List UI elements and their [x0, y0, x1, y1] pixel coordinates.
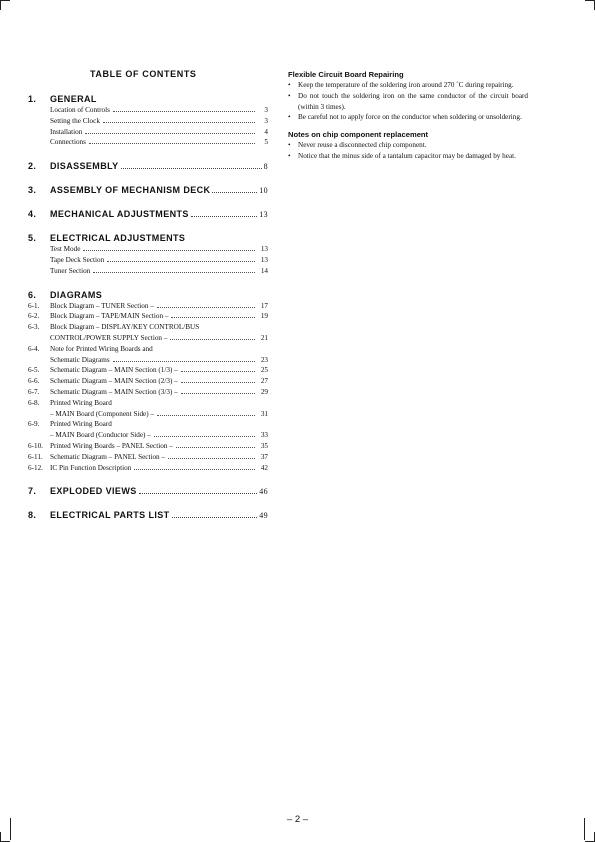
toc-item-number: 6-4. — [28, 344, 40, 353]
toc-leader-dots — [103, 121, 255, 123]
toc-item-title: Installation — [50, 127, 83, 136]
toc-item-page: 23 — [260, 355, 268, 364]
toc-item — [28, 244, 268, 255]
toc-item-page: 21 — [260, 333, 268, 342]
toc-section-heading — [28, 509, 268, 521]
toc-item — [28, 452, 268, 463]
toc-item-number: 6-6. — [28, 377, 40, 386]
bullet-item — [288, 91, 528, 113]
toc-leader-dots — [157, 306, 255, 308]
toc-leader-dots — [134, 468, 255, 470]
toc-leader-dots — [113, 110, 255, 112]
toc-item — [28, 419, 268, 430]
toc-section-number: 5. — [28, 233, 37, 244]
toc-item-title: Printed Wiring Board — [50, 398, 112, 407]
toc-page-number: 46 — [259, 487, 268, 497]
toc-section-title: ELECTRICAL PARTS LIST — [50, 510, 170, 521]
toc-item-title: Tape Deck Section — [50, 255, 105, 264]
bullet-item — [288, 151, 528, 162]
toc-item-page: 5 — [264, 138, 268, 147]
bullet-marker: • — [288, 113, 291, 122]
toc-leader-dots — [168, 457, 255, 459]
toc-section-number: 8. — [28, 510, 37, 521]
toc-leader-dots — [156, 350, 255, 351]
toc-item — [28, 430, 268, 441]
toc-item-title: Schematic Diagram – MAIN Section (3/3) – — [50, 387, 178, 396]
toc-item — [28, 301, 268, 312]
toc-item-page: 14 — [260, 266, 268, 275]
toc-leader-dots — [176, 446, 255, 448]
toc-item-title: – MAIN Board (Conductor Side) – — [50, 431, 151, 440]
toc-section-heading — [28, 208, 268, 220]
toc-item-title: Location of Controls — [50, 106, 110, 114]
toc-leader-dots — [172, 516, 258, 518]
toc-section — [28, 289, 268, 474]
toc-item-title: Block Diagram – TAPE/MAIN Section – — [50, 312, 169, 321]
toc-section — [28, 160, 268, 172]
toc-item — [28, 255, 268, 266]
chip-replacement-heading: Notes on chip component replacement — [288, 130, 429, 140]
toc-leader-dots — [170, 338, 255, 340]
page-number: – 2 – — [286, 814, 309, 825]
toc-leader-dots — [113, 360, 255, 362]
toc-leader-dots — [107, 260, 255, 262]
toc-item-page: 13 — [260, 255, 268, 264]
toc-section — [28, 184, 268, 196]
crop-mark — [585, 0, 595, 1]
bullet-text: Keep the temperature of the soldering iron around 270 ˚C during repairing. — [298, 81, 514, 89]
toc-leader-dots — [93, 271, 255, 273]
toc-item-number: 6-5. — [28, 366, 40, 375]
bullet-marker: • — [288, 81, 291, 89]
bullet-text: Notice that the minus side of a tantalum capacitor may be damaged by heat. — [298, 151, 516, 160]
toc-leader-dots — [83, 249, 255, 251]
toc-section-title: DISASSEMBLY — [50, 161, 119, 172]
toc-item-title: IC Pin Function Description — [50, 463, 132, 472]
toc-item-page: 33 — [260, 431, 268, 440]
bullet-item — [288, 140, 528, 151]
toc-item — [28, 344, 268, 355]
toc-item-title: – MAIN Board (Component Side) – — [50, 409, 155, 418]
toc-item-title: Schematic Diagram – MAIN Section (2/3) – — [50, 377, 178, 386]
toc-item-page: 13 — [260, 245, 268, 254]
bullet-marker: • — [288, 91, 291, 100]
toc-section-heading — [28, 485, 268, 497]
toc-item-page: 3 — [264, 106, 268, 114]
toc-section-number: 6. — [28, 289, 37, 300]
toc-item — [28, 322, 268, 333]
toc-leader-dots — [115, 404, 255, 405]
toc-item-title: Block Diagram – DISPLAY/KEY CONTROL/BUS — [50, 323, 200, 332]
toc-item — [28, 105, 268, 116]
toc-section-number: 4. — [28, 209, 37, 220]
flexible-board-list — [288, 80, 528, 123]
toc-item-number: 6-7. — [28, 387, 40, 396]
flexible-board-heading: Flexible Circuit Board Repairing — [288, 70, 404, 79]
bullet-marker: • — [288, 151, 291, 160]
toc-item-title: Tuner Section — [50, 266, 91, 275]
toc-item-title: Setting the Clock — [50, 116, 100, 125]
toc-item-number: 6-2. — [28, 312, 40, 321]
toc-item-title: Schematic Diagram – PANEL Section – — [50, 452, 166, 461]
toc-section-title: EXPLODED VIEWS — [50, 486, 137, 497]
toc-item — [28, 376, 268, 387]
toc-section-title: GENERAL — [50, 94, 97, 104]
toc-leader-dots — [191, 215, 257, 217]
toc-item — [28, 463, 268, 474]
bullet-text: Be careful not to apply force on the conductor when soldering or unsoldering. — [298, 113, 522, 122]
toc-item — [28, 127, 268, 138]
toc-item-page: 17 — [260, 301, 268, 310]
toc-item — [28, 409, 268, 420]
repair-notes — [288, 69, 528, 162]
toc-section-heading — [28, 289, 268, 301]
toc-item-title: Connections — [50, 138, 86, 147]
toc-leader-dots — [139, 492, 258, 494]
bullet-marker: • — [288, 141, 291, 150]
toc-item-title: Schematic Diagram – MAIN Section (1/3) – — [50, 366, 178, 375]
toc-item-page: 19 — [260, 312, 268, 321]
toc-section-number: 2. — [28, 161, 37, 172]
toc-leader-dots — [154, 435, 255, 437]
toc-item-page: 3 — [264, 116, 268, 125]
toc-item — [28, 116, 268, 127]
toc-section-title: MECHANICAL ADJUSTMENTS — [50, 209, 189, 220]
toc-item-title: Test Mode — [50, 245, 81, 254]
toc-section-number: 3. — [28, 185, 37, 196]
toc-item-page: 31 — [260, 409, 268, 418]
toc-item — [28, 365, 268, 376]
toc-section-number: 1. — [28, 94, 37, 104]
toc-item-number: 6-9. — [28, 420, 40, 429]
toc-item-number: 6-3. — [28, 323, 40, 332]
toc-leader-dots — [115, 425, 255, 426]
toc-section-title: ASSEMBLY OF MECHANISM DECK — [50, 185, 211, 196]
toc-item-number: 6-10. — [28, 441, 43, 450]
toc-section — [28, 208, 268, 220]
toc-title: TABLE OF CONTENTS — [90, 69, 197, 79]
chip-replacement-list — [288, 140, 528, 162]
toc-section — [28, 232, 268, 276]
bullet-item — [288, 80, 528, 91]
toc-leader-dots — [212, 191, 257, 193]
toc-item-number: 6-12. — [28, 463, 43, 472]
toc-leader-dots — [202, 328, 255, 329]
toc-item-number: 6-1. — [28, 301, 40, 310]
crop-mark — [0, 0, 10, 1]
toc-leader-dots — [181, 381, 255, 383]
toc-item-number: 6-8. — [28, 398, 40, 407]
toc-item-list — [28, 105, 268, 148]
toc-page-number: 8 — [263, 162, 268, 172]
toc-item — [28, 137, 268, 148]
toc-section-heading — [28, 184, 268, 196]
toc-item-page: 37 — [260, 452, 268, 461]
crop-mark — [0, 0, 1, 10]
toc-section — [28, 485, 268, 497]
toc-section-heading — [28, 160, 268, 172]
toc-leader-dots — [121, 167, 262, 169]
toc-item-title: Printed Wiring Board — [50, 420, 112, 429]
toc-page-number: 13 — [259, 210, 268, 220]
toc-item-title: Printed Wiring Boards – PANEL Section – — [50, 441, 173, 450]
toc-item-title: Block Diagram – TUNER Section – — [50, 301, 154, 310]
toc-item-page: 42 — [260, 463, 268, 472]
toc-section-heading — [28, 93, 268, 105]
toc-item — [28, 441, 268, 452]
toc-item-page: 35 — [260, 441, 268, 450]
toc-item-list — [28, 244, 268, 276]
toc-leader-dots — [85, 132, 255, 134]
toc-item-title: Schematic Diagrams — [50, 355, 110, 364]
toc-item — [28, 398, 268, 409]
toc-item — [28, 333, 268, 344]
toc-leader-dots — [89, 142, 255, 144]
toc-item-number: 6-11. — [28, 452, 43, 461]
toc-item-list — [28, 301, 268, 474]
toc-item — [28, 355, 268, 366]
toc-section-heading — [28, 232, 268, 244]
bullet-text: Do not touch the soldering iron on the same conductor of the circuit board (within 3 times). — [298, 91, 528, 111]
toc-item — [28, 387, 268, 398]
toc-item-page: 4 — [264, 127, 268, 136]
table-of-contents — [28, 93, 268, 533]
toc-leader-dots — [181, 370, 255, 372]
toc-section-title: DIAGRAMS — [50, 289, 103, 300]
toc-item — [28, 266, 268, 277]
toc-item-page: 27 — [260, 377, 268, 386]
toc-leader-dots — [171, 316, 255, 318]
toc-page-number: 10 — [259, 186, 268, 196]
toc-section — [28, 93, 268, 148]
toc-item-page: 29 — [260, 387, 268, 396]
toc-item — [28, 311, 268, 322]
toc-item-title: Note for Printed Wiring Boards and — [50, 344, 153, 353]
bullet-item — [288, 112, 528, 123]
toc-item-title: CONTROL/POWER SUPPLY Section – — [50, 333, 168, 342]
toc-page-number: 49 — [259, 511, 268, 521]
toc-section — [28, 509, 268, 521]
toc-leader-dots — [181, 392, 255, 394]
toc-section-title: ELECTRICAL ADJUSTMENTS — [50, 233, 186, 244]
bullet-text: Never reuse a disconnected chip component. — [298, 141, 427, 150]
toc-section-number: 7. — [28, 486, 37, 497]
toc-leader-dots — [157, 414, 255, 416]
toc-item-page: 25 — [260, 366, 268, 375]
